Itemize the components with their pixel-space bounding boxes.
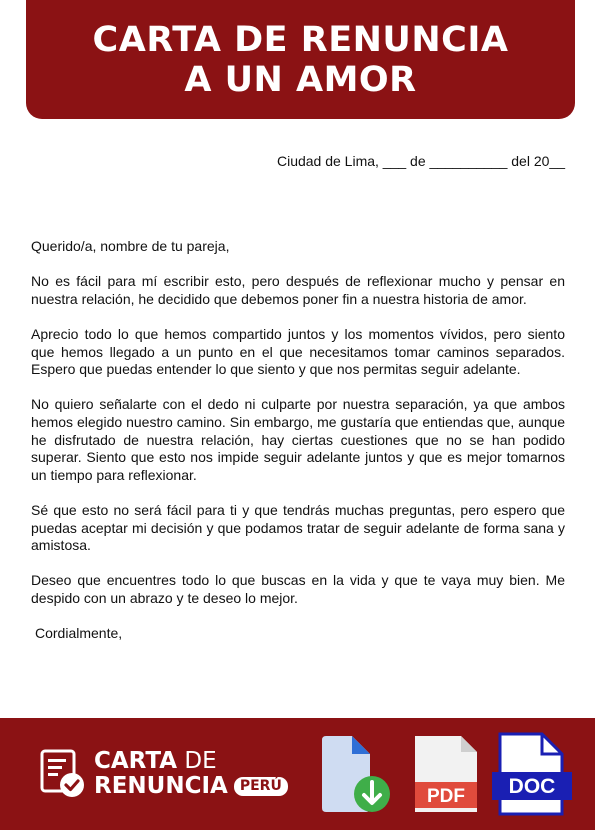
letter-paragraph: No quiero señalarte con el dedo ni culparte por nuestra separación, ya que ambos hemos elegido nuestro camino. Sin embargo, me gustaría que entiendas que, aunque he disfrutado de nuestra relación, hay ciertas cuestiones que no se han podido superar. Siento que esto nos impide seguir adelante juntos y que es mejor tomarnos un tiempo para reflexionar. [31, 396, 565, 483]
brand-word-renuncia: RENUNCIA [94, 773, 228, 799]
brand-word-de: DE [184, 748, 217, 774]
title-line-1: CARTA DE RENUNCIA [92, 19, 509, 60]
pdf-label: PDF [427, 786, 465, 807]
letter-paragraph: Aprecio todo lo que hemos compartido juntos y los momentos vívidos, pero siento que hemos llegado a un punto en el que necesitamos tomar caminos separados. Espero que puedas entender lo que siento y que nos permitas seguir adelante. [31, 325, 565, 378]
brand-word-carta: CARTA [94, 748, 178, 774]
document-check-icon [40, 749, 86, 799]
letter-paragraph: Sé que esto no será fácil para ti y que tendrás muchas preguntas, pero espero que puedas aceptar mi decisión y que podamos tratar de seguir adelante de forma sana y amistosa. [31, 501, 565, 554]
letter-paragraph: Deseo que encuentres todo lo que buscas en la vida y que te vaya muy bien. Me despido con un abrazo y te deseo lo mejor. [31, 572, 565, 606]
letter-closing: Cordialmente, [35, 625, 123, 642]
pdf-file-icon[interactable] [413, 734, 479, 814]
page-footer [0, 718, 595, 830]
brand-text [94, 749, 288, 799]
brand-logo[interactable] [40, 749, 288, 799]
letter-body [31, 238, 565, 660]
page-header [26, 0, 575, 119]
brand-badge: PERÚ [234, 777, 288, 796]
date-line: Ciudad de Lima, ___ de __________ del 20__ [276, 153, 565, 169]
letter-paragraph: No es fácil para mí escribir esto, pero después de reflexionar mucho y pensar en nuestra relación, he decidido que debemos poner fin a nuestra historia de amor. [31, 273, 565, 307]
download-icon[interactable] [318, 734, 394, 814]
doc-label: DOC [508, 775, 556, 798]
letter-greeting: Querido/a, nombre de tu pareja, [31, 238, 230, 254]
doc-file-icon[interactable] [490, 732, 574, 816]
title-line-2: A UN AMOR [184, 59, 417, 100]
